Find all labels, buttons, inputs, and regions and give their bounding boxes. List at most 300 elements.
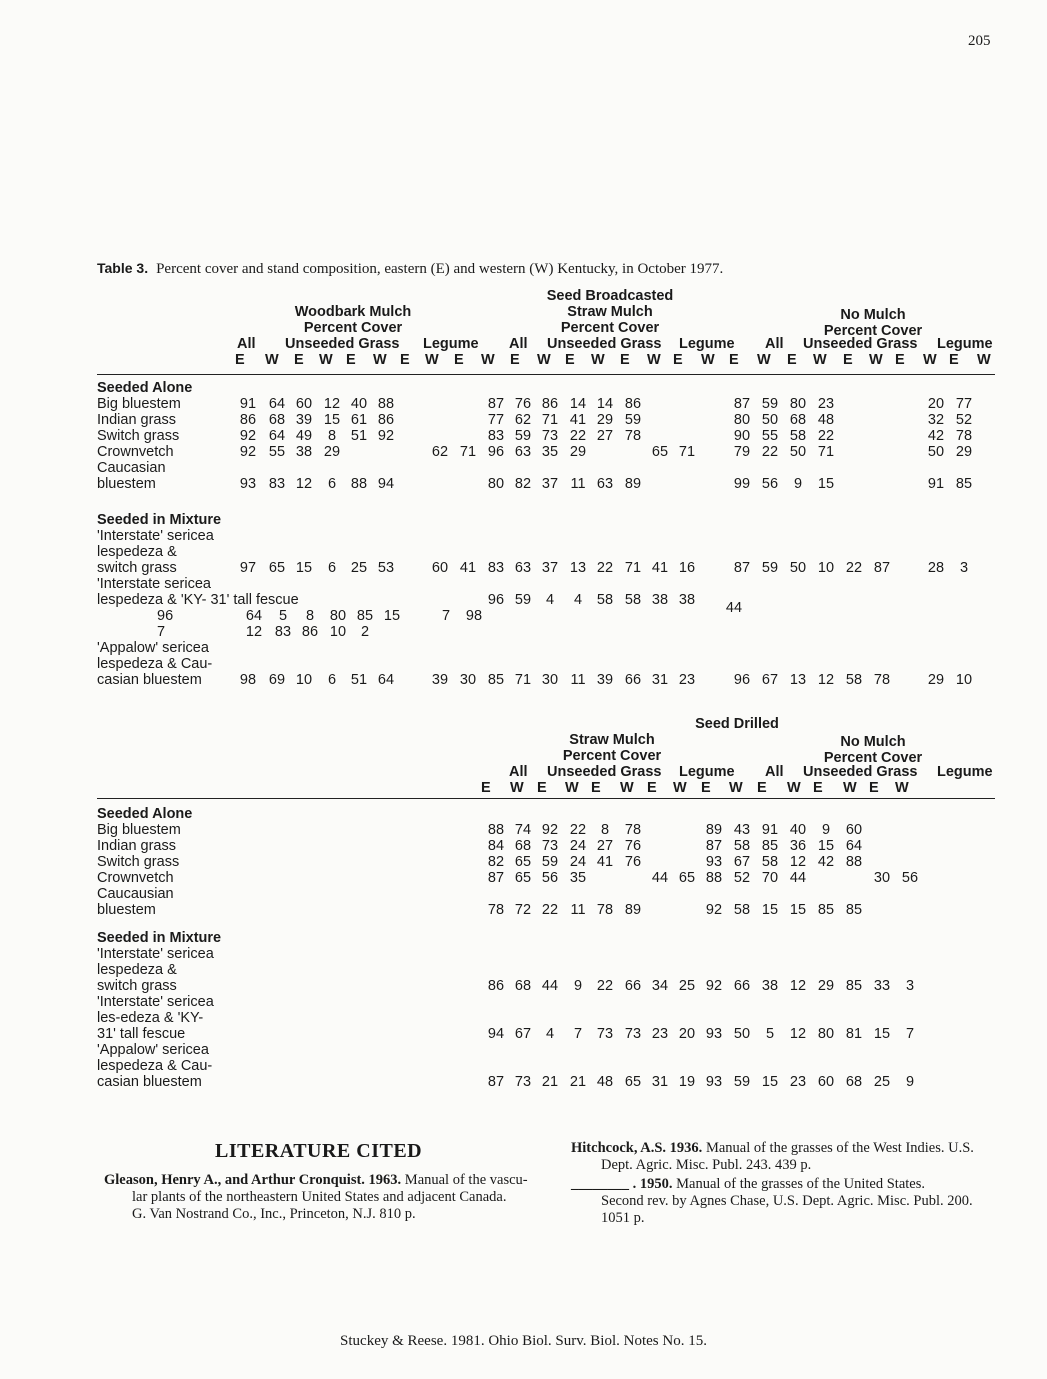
header-seed-broadcasted: Seed Broadcasted	[546, 288, 674, 304]
table-cell: 51	[350, 672, 368, 688]
row-label: 'Appalow' sericea	[97, 640, 209, 656]
table-cell: 42	[927, 428, 945, 444]
table-cell: 36	[789, 838, 807, 854]
table-cell: 87	[733, 396, 751, 412]
table-cell: 59	[514, 428, 532, 444]
table-cell: 82	[514, 476, 532, 492]
table-cell: 13	[569, 560, 587, 576]
subheader-w: W	[977, 352, 991, 368]
table-cell: 6	[327, 672, 337, 688]
table-cell: 9	[793, 476, 803, 492]
table-cell: 22	[569, 822, 587, 838]
table-cell: 79	[733, 444, 751, 460]
subheader-e: E	[454, 352, 464, 368]
table-cell: 92	[239, 428, 257, 444]
table-cell: 73	[541, 428, 559, 444]
header-woodbark-mulch: Woodbark Mulch	[294, 304, 412, 320]
subheader-unseeded-grass: Unseeded Grass	[547, 336, 662, 352]
table-cell: 68	[514, 978, 532, 994]
row-label: Crownvetch	[97, 870, 174, 886]
row-label: Switch grass	[97, 854, 180, 870]
table-cell: 29	[323, 444, 341, 460]
row-label: Big bluestem	[97, 396, 181, 412]
table-cell: 51	[350, 428, 368, 444]
table-cell: 15	[761, 902, 779, 918]
subheader-e: E	[843, 352, 853, 368]
ref-text: lar plants of the northeastern United States and adjacent Canada.	[132, 1189, 507, 1205]
table-cell: 81	[845, 1026, 863, 1042]
subheader-w: W	[425, 352, 439, 368]
table-cell: 12	[245, 624, 263, 640]
page-number: 205	[968, 33, 991, 49]
table-cell: 85	[845, 978, 863, 994]
row-label: 'Interstate sericea	[97, 576, 211, 592]
table-cell: 88	[377, 396, 395, 412]
table-cell: 63	[514, 444, 532, 460]
subheader-e: E	[673, 352, 683, 368]
subheader-e: E	[895, 352, 905, 368]
table-cell: 87	[487, 870, 505, 886]
table-cell: 50	[927, 444, 945, 460]
header-rule	[97, 374, 995, 375]
subheader-w: W	[869, 352, 883, 368]
subheader-w: W	[895, 780, 909, 796]
table-cell: 88	[487, 822, 505, 838]
row-label: lespedeza &	[97, 544, 177, 560]
subheader-w: W	[757, 352, 771, 368]
table-cell: 86	[377, 412, 395, 428]
table-cell: 20	[678, 1026, 696, 1042]
table-cell: 12	[817, 672, 835, 688]
table-cell: 59	[761, 396, 779, 412]
table-cell: 15	[323, 412, 341, 428]
table-cell: 96	[487, 444, 505, 460]
table-cell: 12	[789, 854, 807, 870]
table-cell: 4	[545, 592, 555, 608]
table-cell: 76	[624, 838, 642, 854]
table-cell: 65	[624, 1074, 642, 1090]
table-cell: 87	[733, 560, 751, 576]
table-cell: 6	[327, 560, 337, 576]
table-cell: 78	[624, 822, 642, 838]
table-cell: 56	[541, 870, 559, 886]
table-cell: 65	[268, 560, 286, 576]
caption-label: Table 3.	[97, 260, 149, 276]
table-cell: 9	[905, 1074, 915, 1090]
table-cell: 25	[678, 978, 696, 994]
table-cell: 40	[789, 822, 807, 838]
table-cell: 48	[817, 412, 835, 428]
subheader-legume: Legume	[937, 336, 993, 352]
table-cell: 4	[573, 592, 583, 608]
row-label: Crownvetch	[97, 444, 174, 460]
table-cell: 38	[295, 444, 313, 460]
table-cell: 87	[487, 396, 505, 412]
table-cell: 55	[761, 428, 779, 444]
table-cell: 73	[624, 1026, 642, 1042]
table-cell: 5	[765, 1026, 775, 1042]
table-cell: 30	[541, 672, 559, 688]
table-cell: 35	[569, 870, 587, 886]
table-cell: 34	[651, 978, 669, 994]
table-cell: 98	[465, 608, 483, 624]
table-cell: 76	[624, 854, 642, 870]
table-cell: 85	[356, 608, 374, 624]
table-cell: 62	[514, 412, 532, 428]
table-cell: 21	[569, 1074, 587, 1090]
subheader-all: All	[509, 336, 528, 352]
subheader-unseeded-grass: Unseeded Grass	[285, 336, 400, 352]
subheader-e: E	[481, 780, 491, 796]
row-label: Indian grass	[97, 412, 176, 428]
table-cell: 85	[761, 838, 779, 854]
table-cell: 22	[845, 560, 863, 576]
table-cell: 58	[789, 428, 807, 444]
table-cell: 71	[541, 412, 559, 428]
table-cell: 9	[573, 978, 583, 994]
table-cell: 10	[295, 672, 313, 688]
table-cell: 12	[789, 978, 807, 994]
table-cell: 66	[733, 978, 751, 994]
table-cell: 71	[514, 672, 532, 688]
table-cell: 15	[817, 476, 835, 492]
row-label: 'Interstate' sericea	[97, 946, 214, 962]
table-cell: 96	[487, 592, 505, 608]
table-cell: 44	[789, 870, 807, 886]
table-cell: 59	[514, 592, 532, 608]
table-cell: 93	[705, 854, 723, 870]
table-cell: 92	[239, 444, 257, 460]
subheader-all: All	[765, 336, 784, 352]
table-cell: 44	[725, 600, 743, 616]
table-cell: 59	[761, 560, 779, 576]
table-cell: 29	[569, 444, 587, 460]
table-cell: 9	[821, 822, 831, 838]
table-cell: 11	[570, 476, 586, 492]
subheader-legume: Legume	[679, 336, 735, 352]
table-cell: 85	[955, 476, 973, 492]
table-cell: 27	[596, 838, 614, 854]
row-label: 7	[157, 624, 166, 640]
ref-text: Dept. Agric. Misc. Publ. 243. 439 p.	[601, 1157, 812, 1173]
table-cell: 59	[733, 1074, 751, 1090]
table-cell: 58	[733, 838, 751, 854]
table-cell: 64	[268, 396, 286, 412]
table-cell: 63	[596, 476, 614, 492]
table-cell: 78	[596, 902, 614, 918]
table-cell: 20	[927, 396, 945, 412]
table-cell: 91	[927, 476, 945, 492]
table-cell: 78	[873, 672, 891, 688]
subheader-w: W	[591, 352, 605, 368]
subheader-w: W	[647, 352, 661, 368]
table-cell: 50	[761, 412, 779, 428]
table-cell: 83	[487, 560, 505, 576]
table-cell: 60	[431, 560, 449, 576]
table-cell: 80	[733, 412, 751, 428]
table-cell: 12	[295, 476, 313, 492]
subheader-all: All	[509, 764, 528, 780]
row-label: switch grass	[97, 978, 177, 994]
subheader-unseeded-grass: Unseeded Grass	[547, 764, 662, 780]
table-cell: 13	[789, 672, 807, 688]
table-cell: 66	[624, 978, 642, 994]
ref-author: ________ . 1950.	[571, 1176, 673, 1192]
table-cell: 59	[624, 412, 642, 428]
table-cell: 22	[596, 560, 614, 576]
table-cell: 4	[545, 1026, 555, 1042]
table-cell: 80	[329, 608, 347, 624]
table-cell: 7	[905, 1026, 915, 1042]
table-cell: 94	[487, 1026, 505, 1042]
table-cell: 37	[541, 476, 559, 492]
subheader-w: W	[673, 780, 687, 796]
table-cell: 77	[487, 412, 505, 428]
subheader-w: W	[701, 352, 715, 368]
table-cell: 44	[541, 978, 559, 994]
subheader-e: E	[346, 352, 356, 368]
table-cell: 73	[541, 838, 559, 854]
table-cell: 10	[329, 624, 347, 640]
table-cell: 68	[845, 1074, 863, 1090]
table-cell: 72	[514, 902, 532, 918]
subheader-legume: Legume	[679, 764, 735, 780]
table-cell: 8	[305, 608, 315, 624]
table-cell: 10	[955, 672, 973, 688]
table-cell: 49	[295, 428, 313, 444]
header-no-mulch: No Mulch	[840, 307, 906, 323]
table-cell: 38	[678, 592, 696, 608]
row-label: 96	[157, 608, 174, 624]
subheader-e: E	[729, 352, 739, 368]
table-cell: 25	[350, 560, 368, 576]
row-label: lespedeza &	[97, 962, 177, 978]
table-cell: 86	[541, 396, 559, 412]
table-cell: 22	[817, 428, 835, 444]
table-cell: 70	[761, 870, 779, 886]
table-cell: 52	[733, 870, 751, 886]
section-title: Seeded Alone	[97, 380, 193, 396]
table-cell: 65	[651, 444, 669, 460]
table-cell: 84	[487, 838, 505, 854]
subheader-w: W	[787, 780, 801, 796]
table-cell: 89	[705, 822, 723, 838]
subheader-all: All	[765, 764, 784, 780]
table-seed-drilled	[97, 716, 995, 1101]
table-cell: 62	[431, 444, 449, 460]
table-cell: 32	[927, 412, 945, 428]
table-cell: 23	[678, 672, 696, 688]
table-cell: 11	[570, 902, 586, 918]
table-cell: 85	[845, 902, 863, 918]
table-cell: 85	[487, 672, 505, 688]
row-label: lespedeza & Cau-	[97, 656, 213, 672]
subheader-all: All	[237, 336, 256, 352]
subheader-w: W	[813, 352, 827, 368]
table-cell: 91	[761, 822, 779, 838]
table-cell: 12	[789, 1026, 807, 1042]
subheader-e: E	[869, 780, 879, 796]
table-cell: 90	[733, 428, 751, 444]
row-label: bluestem	[97, 476, 156, 492]
table-cell: 15	[873, 1026, 891, 1042]
table-cell: 15	[383, 608, 401, 624]
table-cell: 68	[789, 412, 807, 428]
row-label: Caucasian	[97, 460, 166, 476]
caption-text: Percent cover and stand composition, eastern (E) and western (W) Kentucky, in October 1977.	[156, 261, 724, 277]
table-cell: 67	[761, 672, 779, 688]
ref-text: 1051 p.	[601, 1210, 645, 1226]
table-cell: 44	[651, 870, 669, 886]
table-cell: 7	[441, 608, 451, 624]
table-cell: 33	[873, 978, 891, 994]
row-label: switch grass	[97, 560, 177, 576]
header-no-mulch-percent-cover: Percent Cover	[823, 323, 923, 339]
table-cell: 58	[761, 854, 779, 870]
ref-text: Second rev. by Agnes Chase, U.S. Dept. Agric. Misc. Publ. 200.	[601, 1193, 973, 1209]
table-cell: 31	[651, 672, 669, 688]
table-cell: 39	[431, 672, 449, 688]
ref-text: Manual of the grasses of the West Indies. U.S.	[705, 1140, 974, 1156]
table-cell: 29	[927, 672, 945, 688]
table-cell: 43	[733, 822, 751, 838]
ref-author: Hitchcock, A.S. 1936.	[571, 1140, 703, 1156]
header-no-mulch: No Mulch	[840, 734, 906, 750]
subheader-w: W	[923, 352, 937, 368]
table-cell: 80	[817, 1026, 835, 1042]
table-cell: 71	[817, 444, 835, 460]
subheader-e: E	[620, 352, 630, 368]
table-cell: 93	[705, 1074, 723, 1090]
table-cell: 64	[845, 838, 863, 854]
table-cell: 71	[459, 444, 477, 460]
table-cell: 92	[705, 902, 723, 918]
table-cell: 38	[651, 592, 669, 608]
header-no-mulch-percent-cover: Percent Cover	[823, 750, 923, 766]
table-cell: 73	[596, 1026, 614, 1042]
subheader-w: W	[537, 352, 551, 368]
table-cell: 86	[487, 978, 505, 994]
row-label: Big bluestem	[97, 822, 181, 838]
table-cell: 30	[459, 672, 477, 688]
table-cell: 27	[596, 428, 614, 444]
table-cell: 41	[569, 412, 587, 428]
table-cell: 65	[678, 870, 696, 886]
table-cell: 29	[596, 412, 614, 428]
table-cell: 38	[761, 978, 779, 994]
table-cell: 83	[487, 428, 505, 444]
table-cell: 86	[239, 412, 257, 428]
table-cell: 61	[350, 412, 368, 428]
table-cell: 15	[817, 838, 835, 854]
table-cell: 52	[955, 412, 973, 428]
table-cell: 73	[514, 1074, 532, 1090]
page-footer: Stuckey & Reese. 1981. Ohio Biol. Surv. Biol. Notes No. 15.	[340, 1333, 707, 1349]
reference-hitchcock-1950	[571, 1176, 1001, 1227]
subheader-e: E	[949, 352, 959, 368]
table-cell: 16	[678, 560, 696, 576]
table-cell: 88	[350, 476, 368, 492]
ref-text: Manual of the grasses of the United States.	[676, 1176, 925, 1192]
table-cell: 8	[600, 822, 610, 838]
table-cell: 88	[705, 870, 723, 886]
table-cell: 56	[761, 476, 779, 492]
table-cell: 15	[789, 902, 807, 918]
subheader-e: E	[294, 352, 304, 368]
table-cell: 6	[327, 476, 337, 492]
table-cell: 64	[377, 672, 395, 688]
table-cell: 23	[651, 1026, 669, 1042]
table-cell: 97	[239, 560, 257, 576]
table-cell: 60	[845, 822, 863, 838]
table-cell: 67	[733, 854, 751, 870]
header-rule	[97, 798, 995, 799]
table-cell: 11	[570, 672, 586, 688]
table-cell: 59	[541, 854, 559, 870]
table-cell: 65	[514, 870, 532, 886]
subheader-w: W	[620, 780, 634, 796]
table-cell: 60	[817, 1074, 835, 1090]
table-cell: 58	[733, 902, 751, 918]
subheader-e: E	[757, 780, 767, 796]
table-cell: 69	[268, 672, 286, 688]
subheader-unseeded-grass: Unseeded Grass	[803, 764, 918, 780]
table-cell: 50	[733, 1026, 751, 1042]
table-cell: 68	[268, 412, 286, 428]
table-cell: 94	[377, 476, 395, 492]
table-cell: 53	[377, 560, 395, 576]
table-cell: 96	[733, 672, 751, 688]
header-seed-drilled: Seed Drilled	[695, 716, 779, 732]
subheader-e: E	[647, 780, 657, 796]
subheader-e: E	[510, 352, 520, 368]
subheader-e: E	[591, 780, 601, 796]
table-cell: 50	[789, 444, 807, 460]
subheader-w: W	[373, 352, 387, 368]
table-cell: 12	[323, 396, 341, 412]
table-cell: 91	[239, 396, 257, 412]
ref-author: Gleason, Henry A., and Arthur Cronquist. 1963.	[104, 1172, 402, 1188]
table-cell: 14	[596, 396, 614, 412]
table-cell: 30	[873, 870, 891, 886]
section-title: Seeded Alone	[97, 806, 193, 822]
table-cell: 5	[278, 608, 288, 624]
reference-gleason	[104, 1172, 544, 1223]
table-cell: 41	[459, 560, 477, 576]
table-cell: 99	[733, 476, 751, 492]
table-cell: 67	[514, 1026, 532, 1042]
subheader-legume: Legume	[937, 764, 993, 780]
subheader-w: W	[565, 780, 579, 796]
row-label: lespedeza & Cau-	[97, 1058, 213, 1074]
table-cell: 92	[377, 428, 395, 444]
table-cell: 83	[274, 624, 292, 640]
table-cell: 3	[959, 560, 969, 576]
table-cell: 25	[873, 1074, 891, 1090]
header-woodbark-percent-cover: Percent Cover	[303, 320, 403, 336]
table-cell: 80	[487, 476, 505, 492]
subheader-e: E	[400, 352, 410, 368]
table-cell: 15	[295, 560, 313, 576]
subheader-w: W	[319, 352, 333, 368]
table-cell: 29	[955, 444, 973, 460]
table-cell: 78	[624, 428, 642, 444]
subheader-w: W	[265, 352, 279, 368]
subheader-unseeded-grass: Unseeded Grass	[803, 336, 918, 352]
table-cell: 31	[651, 1074, 669, 1090]
subheader-w: W	[510, 780, 524, 796]
table-cell: 42	[817, 854, 835, 870]
